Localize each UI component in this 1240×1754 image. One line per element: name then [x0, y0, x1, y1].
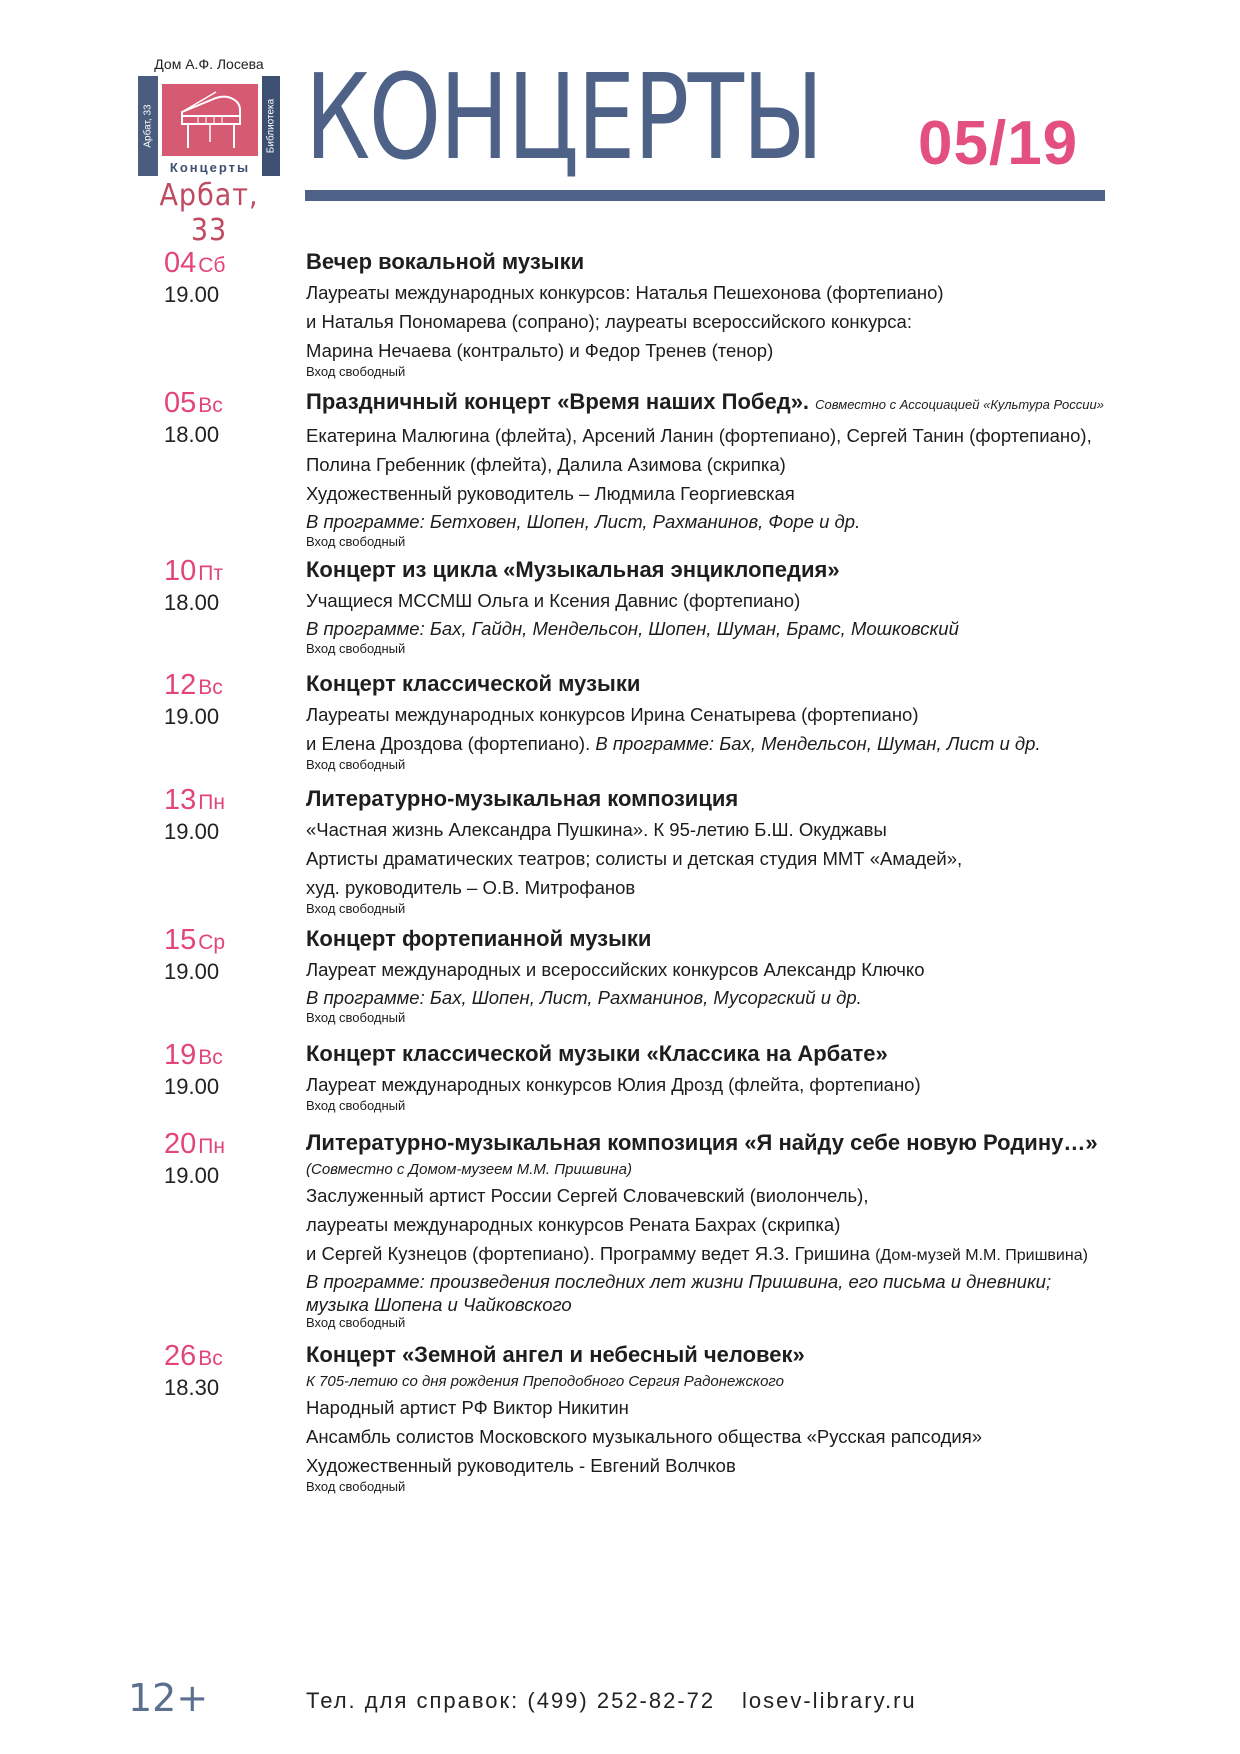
- event-entry-note: Вход свободный: [306, 1479, 406, 1494]
- event-line: Художественный руководитель - Евгений Волчков: [306, 1455, 736, 1476]
- event-entry-note: Вход свободный: [306, 1315, 406, 1330]
- event-line: Ансамбль солистов Московского музыкального общества «Русская рапсодия»: [306, 1426, 983, 1447]
- logo-left-vertical-text: Арбат, 33: [142, 104, 154, 148]
- event-subtitle: К 705-летию со дня рождения Преподобного Сергия Радонежского: [306, 1373, 784, 1390]
- event-title: Концерт фортепианной музыки: [306, 926, 652, 951]
- event-item: [0, 923, 1240, 1038]
- event-item: [0, 386, 1240, 554]
- event-weekday: Пт: [198, 562, 223, 585]
- event-date: [164, 785, 284, 845]
- event-item: [0, 783, 1240, 923]
- event-entry-note: Вход свободный: [306, 641, 406, 656]
- event-day: 10: [164, 555, 197, 587]
- logo: [138, 56, 280, 248]
- event-day: 12: [164, 669, 197, 701]
- event-item: [0, 1038, 1240, 1127]
- event-time: 18.00: [164, 422, 220, 447]
- event-weekday: Ср: [198, 931, 226, 954]
- event-line: Заслуженный артист России Сергей Словачевский (виолончель),: [306, 1185, 869, 1206]
- logo-top-text: Дом А.Ф. Лосева: [154, 56, 264, 72]
- event-line-text: и Сергей Кузнецов (фортепиано). Программу ведет Я.З. Гришина: [306, 1243, 876, 1264]
- event-item: [0, 1339, 1240, 1494]
- event-entry-note: Вход свободный: [306, 901, 406, 916]
- event-program: В программе: Бах, Шопен, Лист, Рахманинов, Мусоргский и др.: [306, 987, 862, 1008]
- logo-right-strip: [262, 76, 280, 176]
- event-day: 19: [164, 1039, 197, 1071]
- event-day: 05: [164, 387, 197, 419]
- event-title-note: Совместно с Ассоциацией «Культура России»: [815, 397, 1104, 412]
- event-title: Концерт классической музыки: [306, 671, 641, 696]
- logo-piano-panel: [162, 84, 258, 156]
- event-line: Артисты драматических театров; солисты и детская студия ММТ «Амадей»,: [306, 848, 963, 869]
- event-line: Лауреаты международных конкурсов: Наталья Пешехонова (фортепиано): [306, 282, 944, 303]
- event-title: Концерт из цикла «Музыкальная энциклопедия»: [306, 557, 840, 582]
- event-line: Марина Нечаева (контральто) и Федор Тренев (тенор): [306, 340, 774, 361]
- event-entry-note: Вход свободный: [306, 364, 406, 379]
- event-line: [306, 729, 1206, 758]
- event-time: 19.00: [164, 819, 220, 844]
- event-line: худ. руководитель – О.В. Митрофанов: [306, 877, 636, 898]
- logo-arbat-text: Арбат, 33: [159, 178, 259, 248]
- event-line: и Наталья Пономарева (сопрано); лауреаты всероссийского конкурса:: [306, 311, 912, 332]
- event-time: 19.00: [164, 959, 220, 984]
- event-title: [306, 386, 1206, 421]
- event-date: [164, 1129, 284, 1189]
- event-time: 18.00: [164, 590, 220, 615]
- event-weekday: Сб: [198, 254, 226, 277]
- logo-concerts-label: Концерты: [169, 160, 251, 175]
- event-date: [164, 556, 284, 616]
- event-item: [0, 554, 1240, 668]
- event-date: [164, 1040, 284, 1100]
- event-date: [164, 388, 284, 448]
- event-line: Народный артист РФ Виктор Никитин: [306, 1397, 629, 1418]
- event-line-note: (Дом-музей М.М. Пришвина): [875, 1247, 1088, 1264]
- event-title: Концерт «Земной ангел и небесный человек»: [306, 1342, 805, 1367]
- event-line: [306, 1239, 1206, 1270]
- event-weekday: Вс: [198, 1347, 223, 1370]
- event-day: 04: [164, 247, 197, 279]
- contact-phone: Тел. для справок: (499) 252-82-72: [306, 1688, 716, 1713]
- event-day: 20: [164, 1128, 197, 1160]
- event-program: В программе: произведения последних лет жизни Пришвина, его письма и дневники;: [306, 1271, 1052, 1292]
- event-day: 15: [164, 924, 197, 956]
- event-time: 18.30: [164, 1375, 220, 1400]
- event-entry-note: Вход свободный: [306, 1010, 406, 1025]
- events-list: [0, 246, 1240, 1494]
- event-weekday: Вс: [198, 1046, 223, 1069]
- event-title: Литературно-музыкальная композиция: [306, 786, 739, 811]
- event-program: В программе: Бах, Мендельсон, Шуман, Лист и др.: [595, 733, 1041, 754]
- event-item: [0, 246, 1240, 386]
- event-line: лауреаты международных конкурсов Рената Бахрах (скрипка): [306, 1214, 841, 1235]
- event-line: Лауреат международных конкурсов Юлия Дрозд (флейта, фортепиано): [306, 1074, 921, 1095]
- event-program: музыка Шопена и Чайковского: [306, 1294, 572, 1315]
- logo-emblem: [138, 76, 280, 176]
- event-subtitle: (Совместно с Домом-музеем М.М. Пришвина): [306, 1161, 633, 1178]
- event-entry-note: Вход свободный: [306, 757, 406, 772]
- title-rule: [305, 190, 1105, 201]
- event-title-text: Праздничный концерт «Время наших Побед».: [306, 389, 810, 414]
- grand-piano-icon: [176, 90, 246, 152]
- event-time: 19.00: [164, 1163, 220, 1188]
- event-day: 26: [164, 1340, 197, 1372]
- event-line: Художественный руководитель – Людмила Георгиевская: [306, 483, 795, 504]
- age-rating: 12+: [128, 1676, 209, 1720]
- event-line: «Частная жизнь Александра Пушкина». К 95-летию Б.Ш. Окуджавы: [306, 819, 887, 840]
- event-time: 19.00: [164, 1074, 220, 1099]
- event-date: [164, 248, 284, 308]
- event-entry-note: Вход свободный: [306, 1098, 406, 1113]
- event-line: Екатерина Малюгина (флейта), Арсений Ланин (фортепиано), Сергей Танин (фортепиано),: [306, 425, 1092, 446]
- event-date: [164, 1341, 284, 1401]
- event-line: Лауреат международных и всероссийских конкурсов Александр Ключко: [306, 959, 925, 980]
- event-program: В программе: Бетховен, Шопен, Лист, Рахманинов, Форе и др.: [306, 511, 861, 532]
- issue-number: 05/19: [918, 109, 1079, 178]
- event-weekday: Пн: [198, 791, 225, 814]
- event-weekday: Пн: [198, 1135, 225, 1158]
- logo-right-vertical-text: Библиотека: [265, 98, 277, 154]
- event-title: Вечер вокальной музыки: [306, 249, 585, 274]
- event-date: [164, 670, 284, 730]
- event-line: Полина Гребенник (флейта), Далила Азимова (скрипка): [306, 454, 786, 475]
- event-item: [0, 1127, 1240, 1339]
- event-time: 19.00: [164, 282, 220, 307]
- event-line-text: и Елена Дроздова (фортепиано).: [306, 733, 596, 754]
- event-line: Лауреаты международных конкурсов Ирина Сенатырева (фортепиано): [306, 704, 919, 725]
- event-day: 13: [164, 784, 197, 816]
- event-title: Концерт классической музыки «Классика на Арбате»: [306, 1041, 888, 1066]
- logo-left-strip: [138, 76, 158, 176]
- event-weekday: Вс: [198, 394, 223, 417]
- event-item: [0, 668, 1240, 783]
- event-program: В программе: Бах, Гайдн, Мендельсон, Шопен, Шуман, Брамс, Мошковский: [306, 618, 959, 639]
- event-date: [164, 925, 284, 985]
- event-line: Учащиеся МССМШ Ольга и Ксения Давнис (фортепиано): [306, 590, 801, 611]
- page-title: КОНЦЕРТЫ: [305, 48, 823, 186]
- event-entry-note: Вход свободный: [306, 534, 406, 549]
- event-weekday: Вс: [198, 676, 223, 699]
- event-title: Литературно-музыкальная композиция «Я найду себе новую Родину…»: [306, 1130, 1098, 1155]
- event-time: 19.00: [164, 704, 220, 729]
- website-link[interactable]: losev-library.ru: [742, 1688, 917, 1713]
